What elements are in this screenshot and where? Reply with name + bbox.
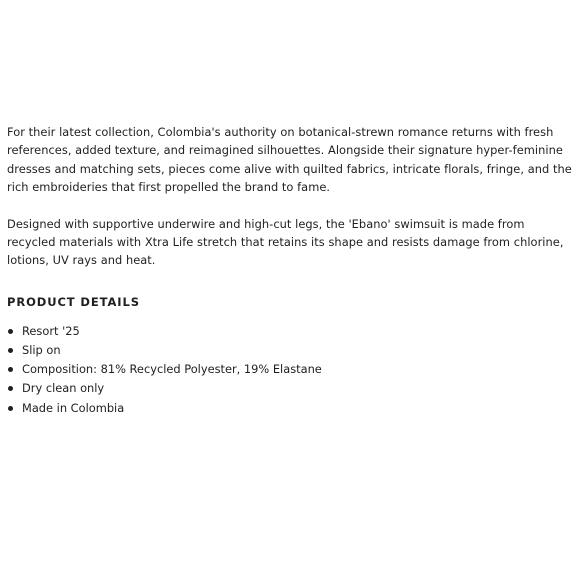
list-item — [7, 379, 573, 398]
list-item — [7, 360, 573, 379]
list-item — [7, 399, 573, 418]
product-details-list — [7, 322, 573, 418]
bullet-icon — [8, 406, 13, 411]
detail-text: Slip on — [22, 343, 61, 358]
list-item — [7, 341, 573, 360]
bullet-icon — [8, 367, 13, 372]
bullet-icon — [8, 386, 13, 391]
product-description-panel — [7, 123, 573, 418]
bullet-icon — [8, 329, 13, 334]
description-paragraph-swimsuit: Designed with supportive underwire and high-cut legs, the 'Ebano' swimsuit is made from recycled materials with Xtra Life stretch that retains its shape and resists damage from chlorine, lotions, UV rays and heat. — [7, 216, 564, 268]
detail-text: Resort '25 — [22, 323, 80, 338]
description-paragraph-collection: For their latest collection, Colombia's authority on botanical-strewn romance returns with fresh references, added texture, and reimagined silhouettes. Alongside their signature hyper-feminine dresses and matching sets, pieces come alive with quilted fabrics, intricate florals, fringe, and the rich embroideries that first propelled the brand to fame. — [7, 125, 572, 195]
detail-text: Made in Colombia — [22, 400, 125, 415]
detail-text: Composition: 81% Recycled Polyester, 19% Elastane — [22, 362, 322, 377]
bullet-icon — [8, 348, 13, 353]
detail-text: Dry clean only — [22, 381, 105, 396]
product-details-heading: PRODUCT DETAILS — [7, 294, 140, 309]
list-item — [7, 322, 573, 341]
